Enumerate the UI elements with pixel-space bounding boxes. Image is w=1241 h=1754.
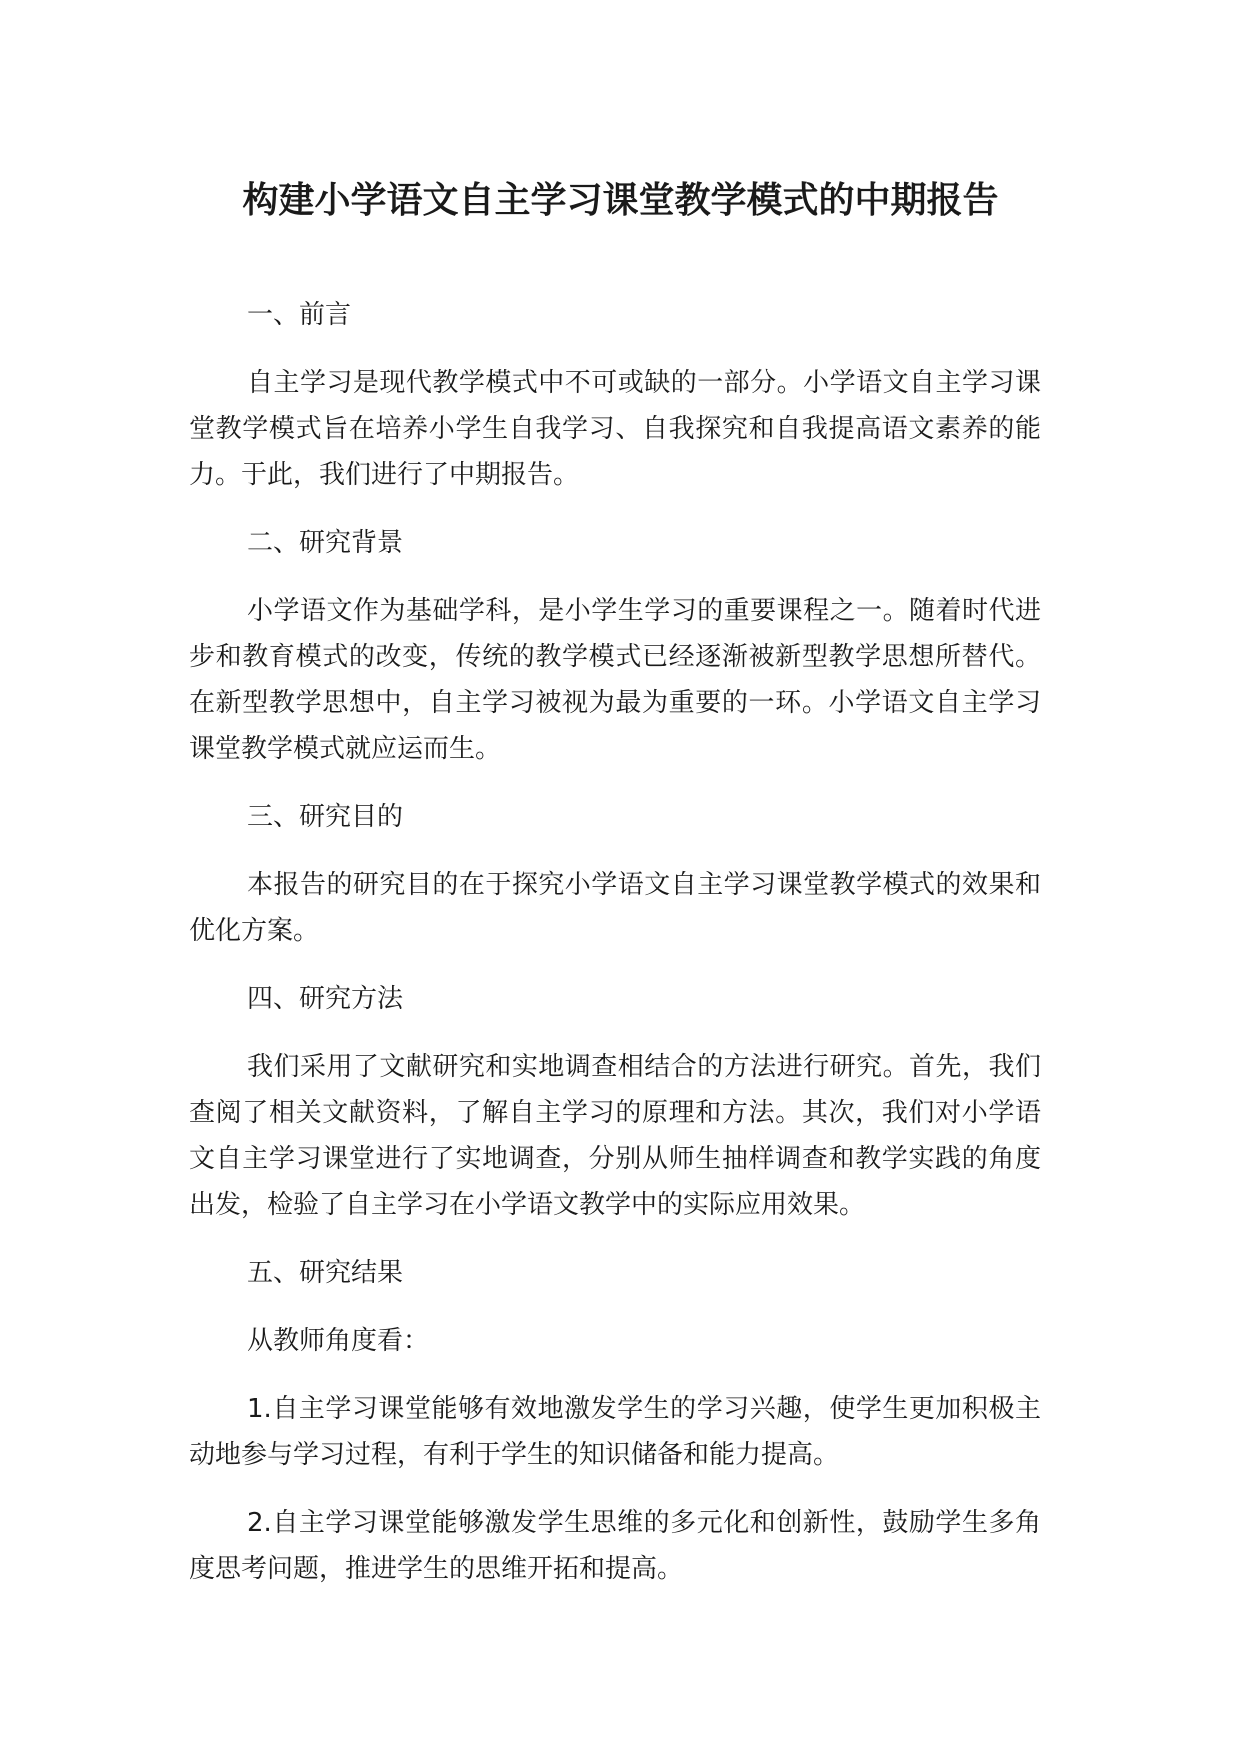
document-title: 构建小学语文自主学习课堂教学模式的中期报告 xyxy=(242,180,999,221)
document-body xyxy=(189,292,1041,1614)
section-paragraph-method: 我们采用了文献研究和实地调查相结合的方法进行研究。首先，我们查阅了相关文献资料，了解自主学习的原理和方法。其次，我们对小学语文自主学习课堂进行了实地调查，分别从师生抽样调查和教学实践的角度出发，检验了自主学习在小学语文教学中的实际应用效果。 xyxy=(189,1052,1041,1220)
section-heading-results: 五、研究结果 xyxy=(247,1258,404,1288)
section-heading-purpose: 三、研究目的 xyxy=(247,802,404,832)
section-heading-preface: 一、前言 xyxy=(247,300,352,330)
section-paragraph-preface: 自主学习是现代教学模式中不可或缺的一部分。小学语文自主学习课堂教学模式旨在培养小学生自我学习、自我探究和自我提高语文素养的能力。于此，我们进行了中期报告。 xyxy=(189,368,1041,490)
section-heading-background: 二、研究背景 xyxy=(247,528,404,558)
results-item-2: 2.自主学习课堂能够激发学生思维的多元化和创新性，鼓励学生多角度思考问题，推进学生的思维开拓和提高。 xyxy=(189,1508,1041,1584)
section-heading-method: 四、研究方法 xyxy=(247,984,404,1014)
results-item-1: 1.自主学习课堂能够有效地激发学生的学习兴趣，使学生更加积极主动地参与学习过程，有利于学生的知识储备和能力提高。 xyxy=(189,1394,1041,1470)
section-paragraph-purpose: 本报告的研究目的在于探究小学语文自主学习课堂教学模式的效果和优化方案。 xyxy=(189,870,1041,946)
section-paragraph-background: 小学语文作为基础学科，是小学生学习的重要课程之一。随着时代进步和教育模式的改变，传统的教学模式已经逐渐被新型教学思想所替代。在新型教学思想中，自主学习被视为最为重要的一环。小学语文自主学习课堂教学模式就应运而生。 xyxy=(189,596,1041,764)
results-intro: 从教师角度看： xyxy=(247,1326,430,1356)
